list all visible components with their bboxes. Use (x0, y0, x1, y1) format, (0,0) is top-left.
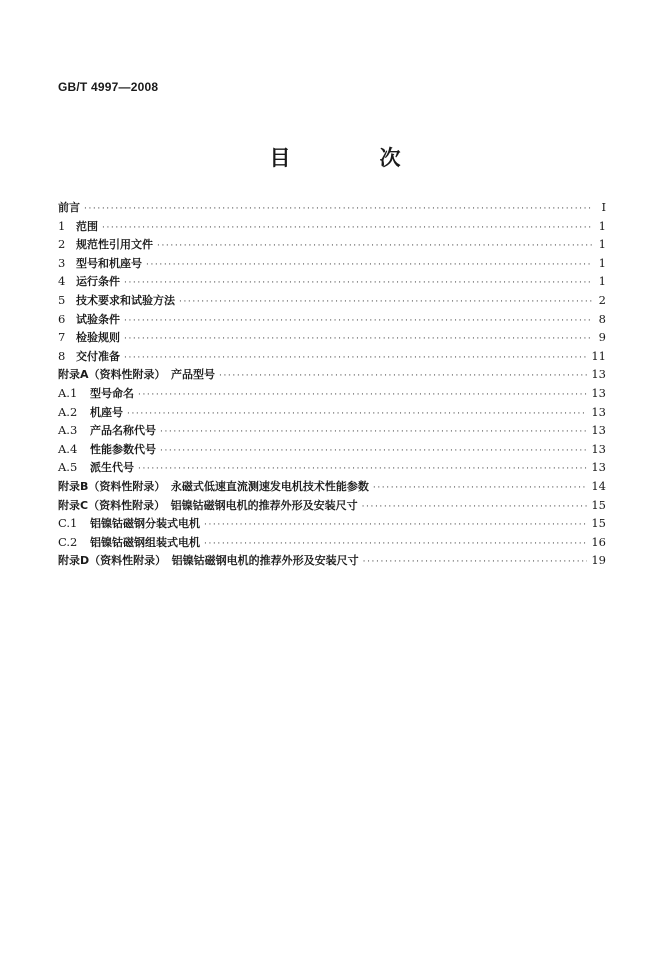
toc-entry-page-number: 13 (591, 423, 606, 438)
toc-entry[interactable] (58, 458, 606, 477)
dot-leader (84, 200, 592, 219)
toc-entry[interactable] (58, 514, 606, 533)
toc-entry-page-number: 1 (598, 237, 606, 252)
toc-entry[interactable] (58, 496, 606, 515)
toc-entry[interactable] (58, 291, 606, 310)
toc-entry-label: 附录C（资料性附录） 铝镍钴磁钢电机的推荐外形及安装尺寸 (58, 498, 358, 512)
standard-code: GB/T 4997—2008 (58, 80, 159, 94)
toc-entry-page-number: 15 (591, 516, 606, 531)
dot-leader (160, 423, 587, 442)
toc-entry-page-number: 19 (591, 553, 606, 568)
toc-entry[interactable] (58, 477, 606, 496)
toc-entry-label: 产品名称代号 (90, 424, 156, 438)
toc-entry-label: 附录D（资料性附录） 铝镍钴磁钢电机的推荐外形及安装尺寸 (58, 554, 359, 568)
dot-leader (138, 386, 587, 405)
toc-entry-label: 前言 (58, 201, 80, 214)
toc-entry-label: 检验规则 (76, 331, 120, 345)
toc-entry[interactable] (58, 533, 606, 552)
table-of-contents (58, 198, 606, 570)
dot-leader (124, 330, 592, 349)
toc-entry-number: 2 (58, 237, 66, 252)
toc-entry-label: 规范性引用文件 (76, 238, 153, 252)
toc-entry-page-number: Ⅰ (601, 200, 606, 214)
toc-entry-label: 铝镍钴磁钢组装式电机 (90, 535, 200, 549)
dot-leader (363, 553, 588, 572)
dot-leader (204, 516, 587, 535)
toc-entry-page-number: 13 (591, 385, 606, 400)
toc-entry-label: 技术要求和试验方法 (76, 293, 175, 307)
dot-leader (146, 256, 592, 275)
toc-entry-number: C.1 (58, 516, 78, 531)
dot-leader (124, 349, 587, 368)
toc-entry-page-number: 1 (598, 274, 606, 289)
dot-leader (373, 479, 587, 498)
toc-entry-number: 3 (58, 255, 66, 270)
toc-entry-number: 7 (58, 330, 66, 345)
toc-entry-number: A.4 (58, 441, 78, 456)
toc-entry-label: 型号命名 (90, 386, 134, 400)
toc-entry-page-number: 13 (591, 460, 606, 475)
toc-entry-number: A.2 (58, 404, 78, 419)
toc-entry[interactable] (58, 272, 606, 291)
toc-entry-label: 铝镍钴磁钢分装式电机 (90, 517, 200, 531)
dot-leader (127, 405, 587, 424)
dot-leader (204, 535, 587, 554)
toc-entry[interactable] (58, 328, 606, 347)
toc-entry[interactable] (58, 421, 606, 440)
toc-entry[interactable] (58, 403, 606, 422)
toc-entry[interactable] (58, 198, 606, 217)
toc-entry-label: 附录B（资料性附录） 永磁式低速直流测速发电机技术性能参数 (58, 479, 369, 493)
dot-leader (179, 293, 592, 312)
toc-entry[interactable] (58, 365, 606, 384)
dot-leader (219, 367, 587, 386)
toc-entry[interactable] (58, 217, 606, 236)
toc-entry-label: 运行条件 (76, 275, 120, 289)
toc-entry[interactable] (58, 347, 606, 366)
toc-entry-label: 型号和机座号 (76, 256, 142, 270)
toc-entry-label: 派生代号 (90, 461, 134, 475)
toc-entry-page-number: 1 (598, 218, 606, 233)
dot-leader (157, 237, 592, 256)
dot-leader (362, 498, 588, 517)
toc-entry-number: 4 (58, 274, 66, 289)
toc-entry-page-number: 13 (591, 367, 606, 382)
toc-entry-page-number: 13 (591, 404, 606, 419)
dot-leader (138, 460, 587, 479)
toc-entry[interactable] (58, 384, 606, 403)
toc-entry-page-number: 15 (591, 497, 606, 512)
dot-leader (102, 219, 592, 238)
toc-entry-page-number: 9 (598, 330, 606, 345)
toc-entry-number: C.2 (58, 534, 78, 549)
dot-leader (124, 274, 592, 293)
toc-entry-page-number: 14 (591, 478, 606, 493)
toc-entry[interactable] (58, 254, 606, 273)
dot-leader (160, 442, 587, 461)
page-title: 目 次 (269, 146, 435, 170)
toc-entry[interactable] (58, 551, 606, 570)
toc-entry-page-number: 11 (591, 348, 606, 363)
toc-entry-label: 试验条件 (76, 312, 120, 326)
toc-entry-page-number: 1 (598, 255, 606, 270)
toc-entry-page-number: 13 (591, 441, 606, 456)
toc-entry-page-number: 8 (598, 311, 606, 326)
toc-entry-label: 机座号 (90, 405, 123, 419)
toc-entry[interactable] (58, 235, 606, 254)
toc-entry-number: 8 (58, 348, 66, 363)
toc-entry-label: 性能参数代号 (90, 442, 156, 456)
toc-entry[interactable] (58, 310, 606, 329)
toc-entry-number: 5 (58, 292, 66, 307)
toc-entry-label: 附录A（资料性附录） 产品型号 (58, 368, 216, 382)
toc-entry[interactable] (58, 440, 606, 459)
toc-entry-page-number: 2 (598, 292, 606, 307)
toc-entry-label: 交付准备 (76, 349, 120, 363)
toc-entry-page-number: 16 (591, 534, 606, 549)
toc-entry-number: A.3 (58, 423, 78, 438)
toc-entry-label: 范围 (76, 219, 98, 233)
dot-leader (124, 312, 592, 331)
toc-entry-number: 6 (58, 311, 66, 326)
toc-entry-number: 1 (58, 218, 66, 233)
toc-entry-number: A.1 (58, 385, 78, 400)
toc-entry-number: A.5 (58, 460, 78, 475)
